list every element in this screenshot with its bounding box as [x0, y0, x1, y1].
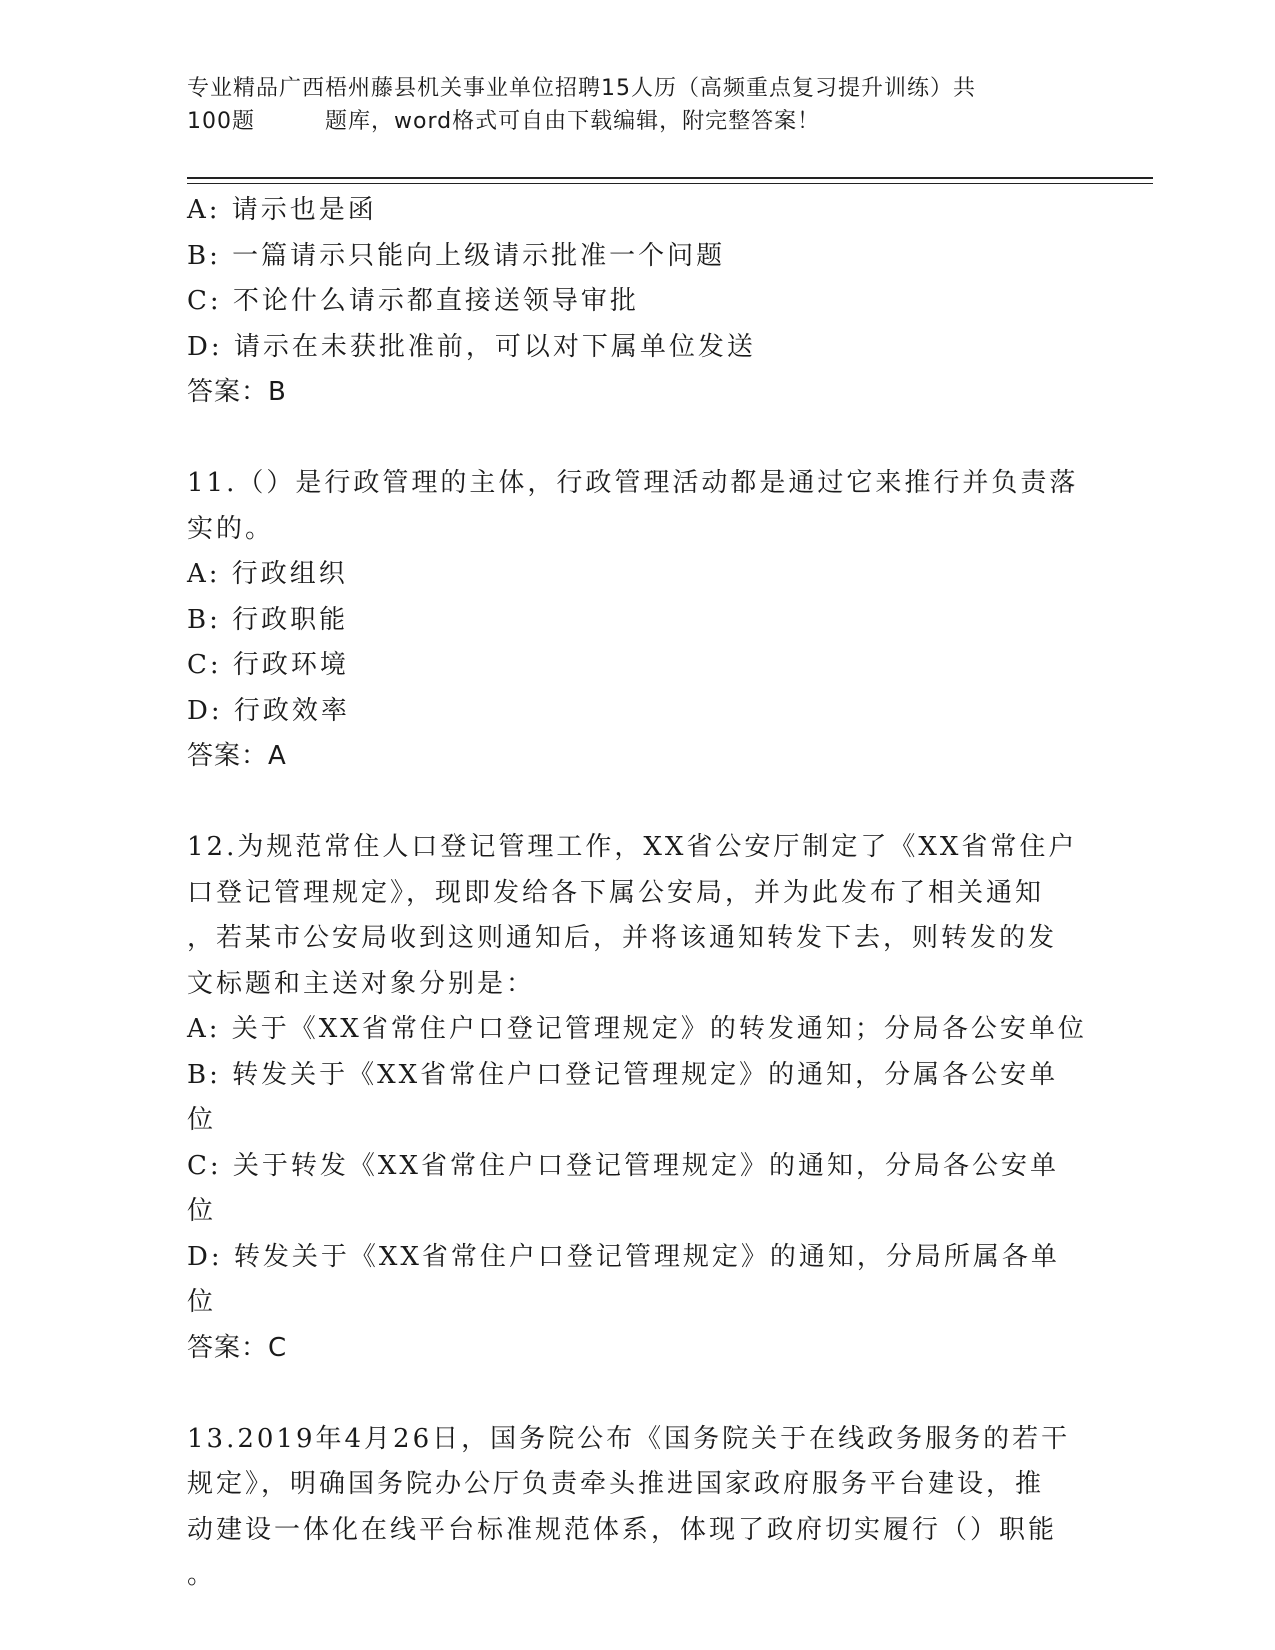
option-d: D: 转发关于《XX省常住户口登记管理规定》的通知，分局所属各单位: [187, 1241, 1060, 1317]
question-text-line: 实的。: [187, 513, 275, 544]
question-content: [187, 188, 1087, 1599]
header-line-1: 专业精品广西梧州藤县机关事业单位招聘15人历（高频重点复习提升训练）共: [187, 76, 976, 101]
option-d: D: 请示在未获批准前，可以对下属单位发送: [187, 331, 756, 362]
option-a: A: 行政组织: [187, 559, 348, 589]
question-text-line: 13.2019年4月26日，国务院公布《国务院关于在线政务服务的若干: [187, 1423, 1071, 1454]
spacer: [187, 416, 1087, 462]
answer-line: 答案：A: [187, 741, 287, 771]
question-12: [187, 825, 1087, 1371]
header-line-2-left: 100题: [187, 109, 255, 134]
option-d: D: 行政效率: [187, 695, 350, 726]
option-b: B: 一篇请示只能向上级请示批准一个问题: [187, 240, 726, 271]
header-line-2: [187, 105, 1067, 138]
answer-line: 答案：C: [187, 1332, 288, 1363]
header-divider-thin: [187, 183, 1153, 184]
option-b: B: 转发关于《XX省常住户口登记管理规定》的通知，分属各公安单位: [187, 1059, 1059, 1135]
spacer: [187, 1371, 1087, 1417]
option-c: C: 行政环境: [187, 650, 349, 680]
header-line-2-right: 题库，word格式可自由下载编辑，附完整答案！: [325, 109, 821, 134]
question-text-line: 口登记管理规定》，现即发给各下属公安局，并为此发布了相关通知: [187, 877, 1045, 908]
spacer: [187, 780, 1087, 826]
question-text-line: 。: [187, 1560, 217, 1590]
question-10: [187, 188, 1087, 416]
question-text-line: 文标题和主送对象分别是：: [187, 968, 536, 999]
option-c: C: 不论什么请示都直接送领导审批: [187, 286, 639, 316]
question-text-line: ，若某市公安局收到这则通知后，并将该通知转发下去，则转发的发: [187, 923, 1058, 953]
question-11: [187, 461, 1087, 780]
question-text-line: 11.（）是行政管理的主体，行政管理活动都是通过它来推行并负责落: [187, 468, 1079, 498]
question-text-line: 规定》，明确国务院办公厅负责牵头推进国家政府服务平台建设，推: [187, 1469, 1045, 1499]
option-b: B: 行政职能: [187, 604, 349, 635]
answer-line: 答案：B: [187, 377, 287, 407]
option-c: C: 关于转发《XX省常住户口登记管理规定》的通知，分局各公安单位: [187, 1150, 1059, 1226]
option-a: A: 关于《XX省常住户口登记管理规定》的转发通知；分局各公安单位: [187, 1014, 1087, 1044]
option-a: A: 请示也是函: [187, 195, 377, 225]
question-13: [187, 1417, 1087, 1599]
page-header: [187, 72, 1067, 138]
header-divider-thick: [187, 177, 1153, 179]
question-text-line: 动建设一体化在线平台标准规范体系，体现了政府切实履行（）职能: [187, 1514, 1058, 1545]
question-text-line: 12.为规范常住人口登记管理工作，XX省公安厅制定了《XX省常住户: [187, 832, 1078, 862]
